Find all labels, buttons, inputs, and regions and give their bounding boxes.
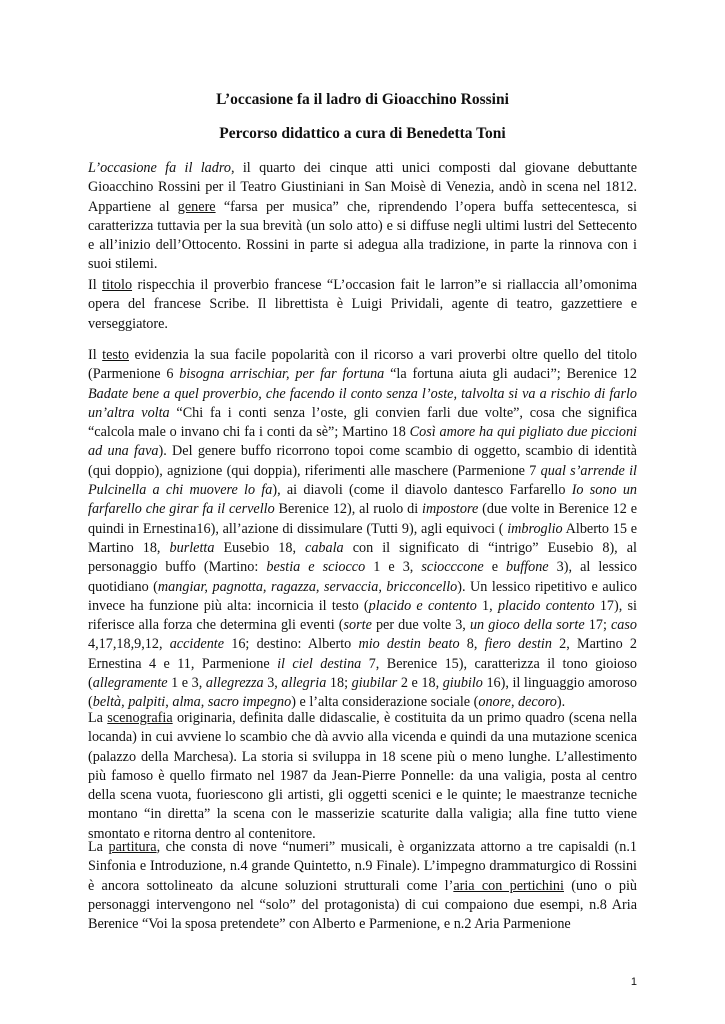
text-span: La — [88, 710, 108, 726]
text-span: 17), si riferisce alla forza che determina gli eventi ( — [88, 597, 637, 634]
text-span: La — [88, 839, 109, 855]
italic-text: un gioco della sorte — [469, 617, 585, 634]
italic-text: cabala — [305, 539, 344, 556]
underlined-term: testo — [102, 347, 129, 363]
text-span: , — [121, 694, 129, 711]
italic-text: Badate bene a quel proverbio, che facendo il conto senza l’oste, talvolta si va a rischio di farlo un’altra volta — [88, 385, 637, 421]
text-span: ). — [556, 694, 566, 711]
text-span: Il — [88, 347, 103, 363]
italic-text: giubilo — [442, 675, 483, 692]
text-span: , — [165, 694, 173, 711]
text-span: ) e l’alta considerazione sociale ( — [291, 694, 479, 711]
italic-text: qual s’arrende il Pulcinella a chi muovere lo fa — [88, 462, 637, 499]
document-subtitle: Percorso didattico a cura di Benedetta Toni — [219, 125, 506, 142]
text-span: Eusebio 18, — [214, 539, 306, 556]
italic-text: buffone — [506, 559, 549, 576]
text-span: (uno o più personaggi intervengono nel “solo” del protagonista) di cui compaiono due esempi, n.8 Aria Berenice “Voi la sposa pretendete” con Alberto e Parmenione, e n.2 Aria Parmenione — [88, 877, 637, 933]
underlined-term: titolo — [102, 277, 133, 293]
italic-text: mio destin beato — [358, 636, 460, 653]
paragraph-testo — [88, 346, 637, 713]
italic-text: placido contento — [497, 597, 595, 614]
text-span: “farsa per musica” che, riprendendo l’opera buffa settecentesca, si caratterizza tuttavia per la sua brevità (un solo atto) e si diffuse negli ultimi lustri del Settecento e all’inizio dell’Ottocento. Rossini in parte si adegua alla tradizione, in parte la rinnova con i suoi stilemi. — [88, 198, 637, 273]
text-span: ). Del genere buffo ricorrono topoi come scambio di oggetto, scambio di identità (qui doppio), agnizione (qui doppia), riferimenti alle maschere (Parmenione 7 — [88, 443, 637, 479]
text-span: 8, — [459, 636, 485, 653]
italic-text: giubilar — [351, 675, 398, 692]
italic-text: allegria — [281, 675, 327, 692]
italic-text: placido e contento — [368, 597, 477, 614]
italic-text: imbroglio — [507, 520, 563, 537]
underlined-term: scenografia — [107, 710, 173, 726]
paragraph-scenografia — [88, 709, 637, 844]
text-span: Alberto 15 e Martino 18, — [88, 520, 637, 556]
italic-text: mangiar, pagnotta, ragazza, servaccia, bricconcello — [157, 578, 458, 595]
text-span: 16), il linguaggio amoroso ( — [88, 675, 637, 711]
text-span: “la fortuna aiuta gli audaci”; Berenice 12 — [384, 366, 637, 383]
italic-text: il ciel destina — [277, 655, 362, 672]
italic-text: allegrezza — [205, 675, 264, 692]
italic-text: palpiti — [128, 694, 166, 711]
italic-text: bisogna arrischiar, per far fortuna — [179, 366, 385, 383]
underlined-term: aria con pertichini — [453, 877, 564, 894]
text-span: , — [200, 694, 208, 711]
italic-text: burletta — [169, 539, 215, 556]
italic-text: decoro — [518, 694, 557, 711]
text-span: 16; destino: Alberto — [224, 636, 359, 653]
italic-text: onore — [478, 694, 511, 711]
text-span: 7, Berenice 15), caratterizza il tono gioioso ( — [88, 655, 637, 692]
underlined-term: genere — [177, 198, 216, 215]
document-title: L’occasione fa il ladro di Gioacchino Rossini — [216, 91, 509, 108]
italic-text: Io sono un farfarello che girar fa il cervello — [88, 482, 638, 518]
paragraph-introduction — [88, 159, 637, 275]
text-span: 1 e 3, — [167, 675, 206, 692]
text-span: “Chi fa i conti senza l’oste, gli convien farli due volte”, cosa che significa “calcola male o invano chi fa i conti da sè”; Martino 18 — [88, 404, 637, 441]
text-span: Berenice 12), al ruolo di — [274, 501, 423, 518]
text-span: 2, Martino 2 Ernestina 4 e 11, Parmenione — [88, 636, 637, 672]
text-span: , il quarto dei cinque atti unici composti dal giovane debuttante Gioacchino Rossini per il Teatro Giustiniani in San Moisè di Venezia, andò in scena nel 1812. Appartiene al — [88, 160, 637, 215]
paragraph-titolo — [88, 276, 637, 334]
text-span: ), ai diavoli (come il diavolo dantesco Farfarello — [272, 482, 572, 499]
paragraph-partitura — [88, 838, 637, 934]
text-span: 1, — [476, 597, 498, 614]
italic-text: accidente — [169, 636, 225, 653]
text-span: , — [510, 694, 519, 711]
text-span: 2 e 18, — [397, 675, 443, 692]
italic-text: caso — [610, 617, 637, 634]
italic-text: bestia e sciocco — [266, 559, 366, 576]
italic-text: beltà — [92, 694, 122, 711]
text-span: con il significato di “intrigo” Eusebio 8), al personaggio buffo (Martino: — [88, 539, 637, 576]
italic-text: sacro impegno — [207, 694, 292, 711]
text-span: 17; — [584, 617, 611, 634]
italic-text: L’occasione fa il ladro — [88, 160, 231, 176]
italic-text: Così amore ha qui pigliato due piccioni ad una fava — [88, 424, 637, 460]
text-span: ). Un lessico ripetitivo e aulico invece ha funzione più alta: incornicia il testo ( — [88, 578, 637, 614]
italic-text: alma — [172, 694, 201, 711]
text-span: originaria, definita dalle didascalie, è costituita da un primo quadro (scena nella locanda) in cui avviene lo scambio che dà avvio alla vicenda e quindi da una mutazione scenica (palazzo della Marchesa). La storia si sviluppa in 18 scene più o meno lunghe. L’allestimento più famoso è quello firmato nel 1987 da Jean-Pierre Ponnelle: da una valigia, posta al centro della scena vuota, fuoriescono gli artisti, gli oggetti scenici e le quinte; le maestranze tecniche montano “in diretta” la scena con le masserizie scaturite dalla valigia; alla fine tutto viene smontato e ritorna dentro al contenitore. — [88, 710, 637, 842]
italic-text: fiero destin — [484, 636, 552, 653]
text-span: 4,17,18,9,12, — [88, 636, 170, 653]
text-span: 3), al lessico quotidiano ( — [88, 559, 637, 595]
text-span: 18; — [326, 675, 352, 692]
text-span: 1 e 3, — [365, 559, 422, 576]
text-span: e — [483, 559, 507, 576]
italic-text: sciocccone — [421, 559, 484, 576]
italic-text: allegramente — [92, 675, 168, 692]
underlined-term: partitura — [108, 839, 157, 855]
text-span: , che consta di nove “numeri” musicali, è organizzata attorno a tre capisaldi (n.1 Sinfonia e Introduzione, n.4 grande Quintetto, n.9 Finale). L’impegno drammaturgico di Rossini è ancora sottolineato da alcune soluzioni strutturali come l’ — [88, 839, 637, 894]
page-number: 1 — [630, 976, 637, 988]
text-span: rispecchia il proverbio francese “L’occasion fait le larron”e si riallaccia all’omonima opera del francese Scribe. Il librettista è Luigi Prividali, agente di teatro, gazzettiere e verseggiatore. — [88, 277, 637, 332]
text-span: per due volte 3, — [371, 617, 470, 634]
text-span: (due volte in Berenice 12 e quindi in Ernestina16), all’azione di dissimulare (Tutti 9), agli equivoci ( — [88, 501, 637, 537]
italic-text: impostore — [422, 501, 479, 518]
text-span: evidenzia la sua facile popolarità con il ricorso a vari proverbi oltre quello del titolo (Parmenione 6 — [88, 347, 637, 383]
text-span: 3, — [263, 675, 282, 692]
italic-text: sorte — [343, 617, 372, 634]
text-span: Il — [88, 277, 103, 293]
